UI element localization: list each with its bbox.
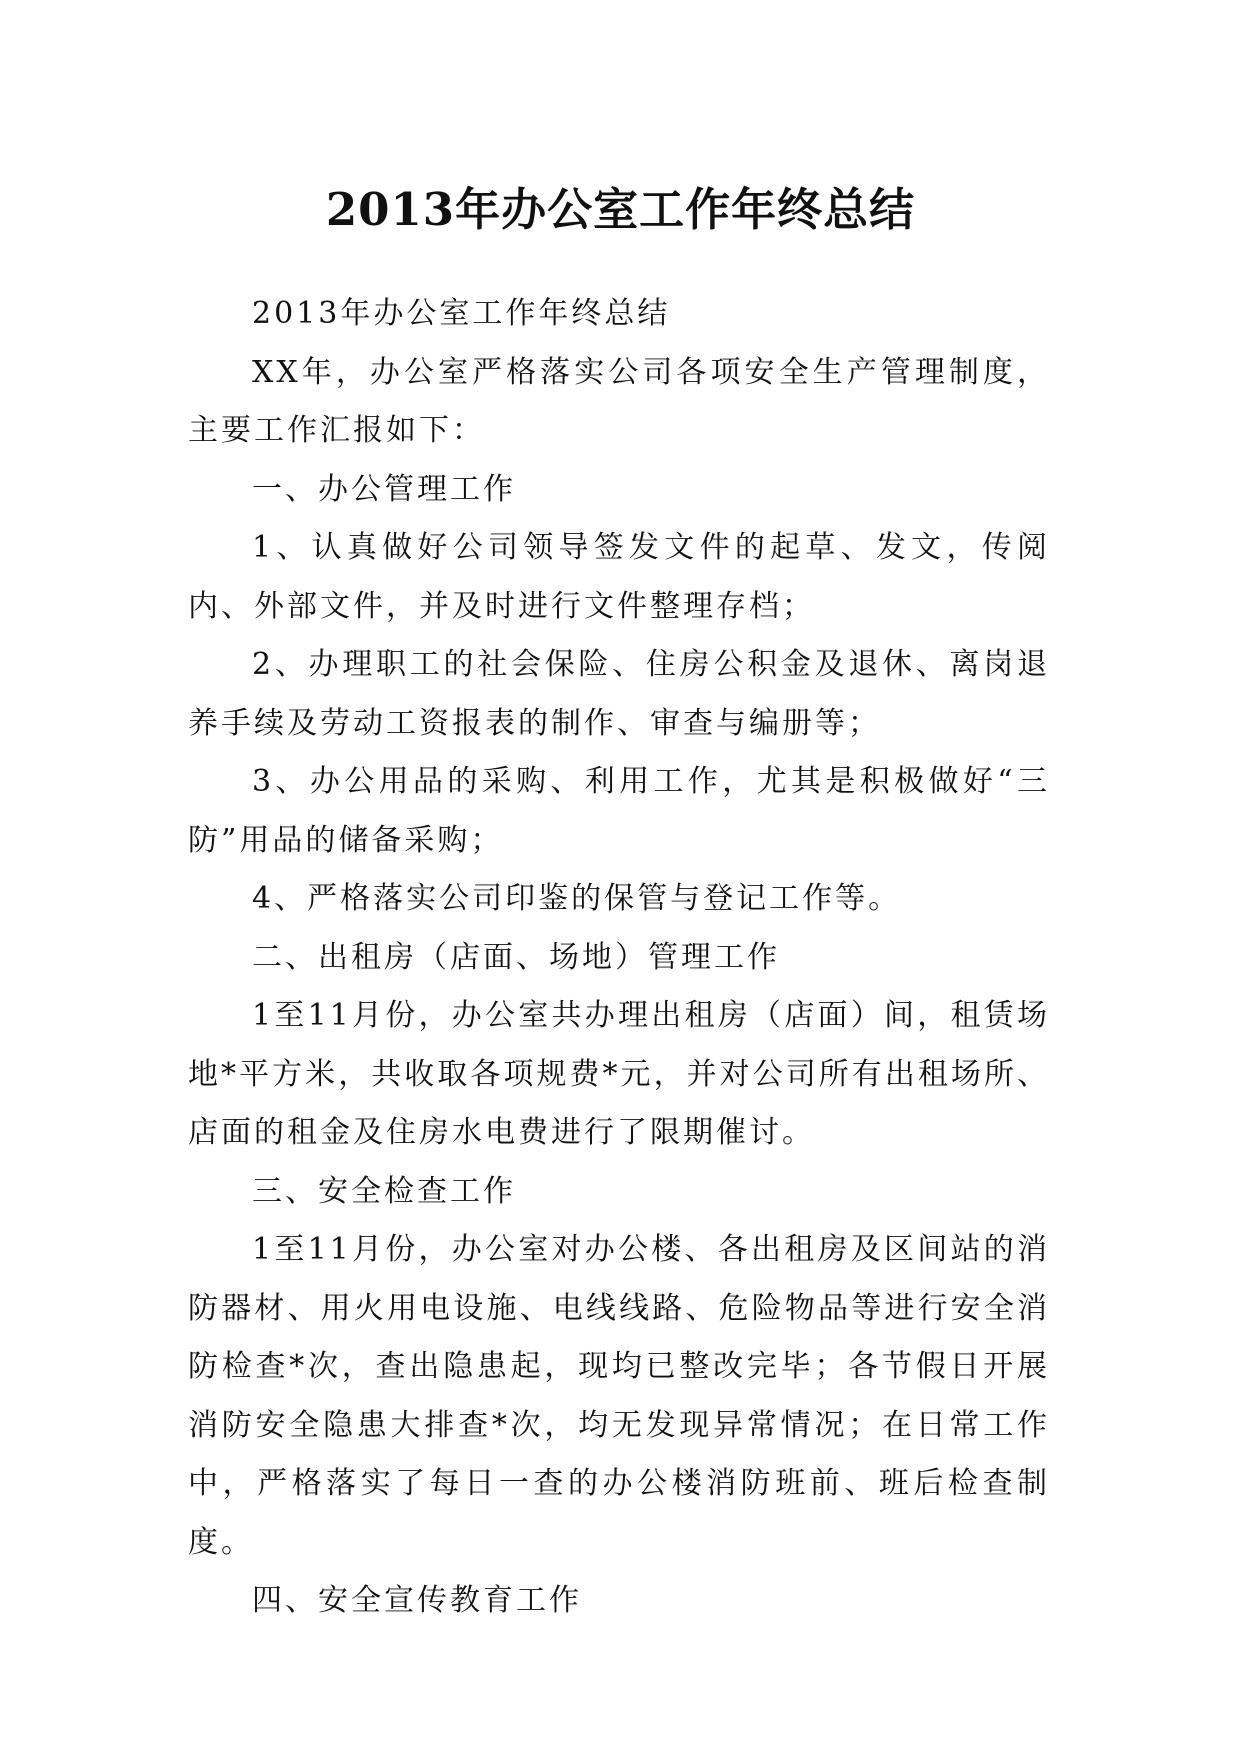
paragraph-intro: XX年，办公室严格落实公司各项安全生产管理制度，主要工作汇报如下： (188, 354, 1050, 448)
section-heading-safety-inspection: 三、安全检查工作 (252, 1173, 516, 1209)
paragraph-safety-inspection: 1至11月份，办公室对办公楼、各出租房及区间站的消防器材、用火用电设施、电线线路、危险物品等进行安全消防检查*次，查出隐患起，现均已整改完毕；各节假日开展消防安全隐患大排查*次，均无发现异常情况；在日常工作中，严格落实了每日一查的办公楼消防班前、班后检查制度。 (188, 1232, 1050, 1560)
paragraph-item-1: 1、认真做好公司领导签发文件的起草、发文，传阅内、外部文件，并及时进行文件整理存档； (188, 530, 1050, 624)
paragraph-item-3: 3、办公用品的采购、利用工作，尤其是积极做好“三防”用品的储备采购； (188, 764, 1050, 858)
document-title: 2013年办公室工作年终总结 (325, 183, 916, 237)
paragraph-item-4: 4、严格落实公司印鉴的保管与登记工作等。 (252, 881, 902, 916)
document-body (188, 285, 1050, 1631)
paragraph-rental: 1至11月份，办公室共办理出租房（店面）间，租赁场地*平方米，共收取各项规费*元，并对公司所有出租场所、店面的租金及住房水电费进行了限期催讨。 (188, 998, 1050, 1150)
paragraph-item-2: 2、办理职工的社会保险、住房公积金及退休、离岗退养手续及劳动工资报表的制作、审查与编册等； (188, 647, 1050, 741)
paragraph-subtitle: 2013年办公室工作年终总结 (252, 296, 671, 331)
section-heading-safety-education: 四、安全宣传教育工作 (252, 1583, 582, 1618)
section-heading-rental-management: 二、出租房（店面、场地）管理工作 (252, 939, 780, 975)
section-heading-office-management: 一、办公管理工作 (252, 471, 516, 507)
